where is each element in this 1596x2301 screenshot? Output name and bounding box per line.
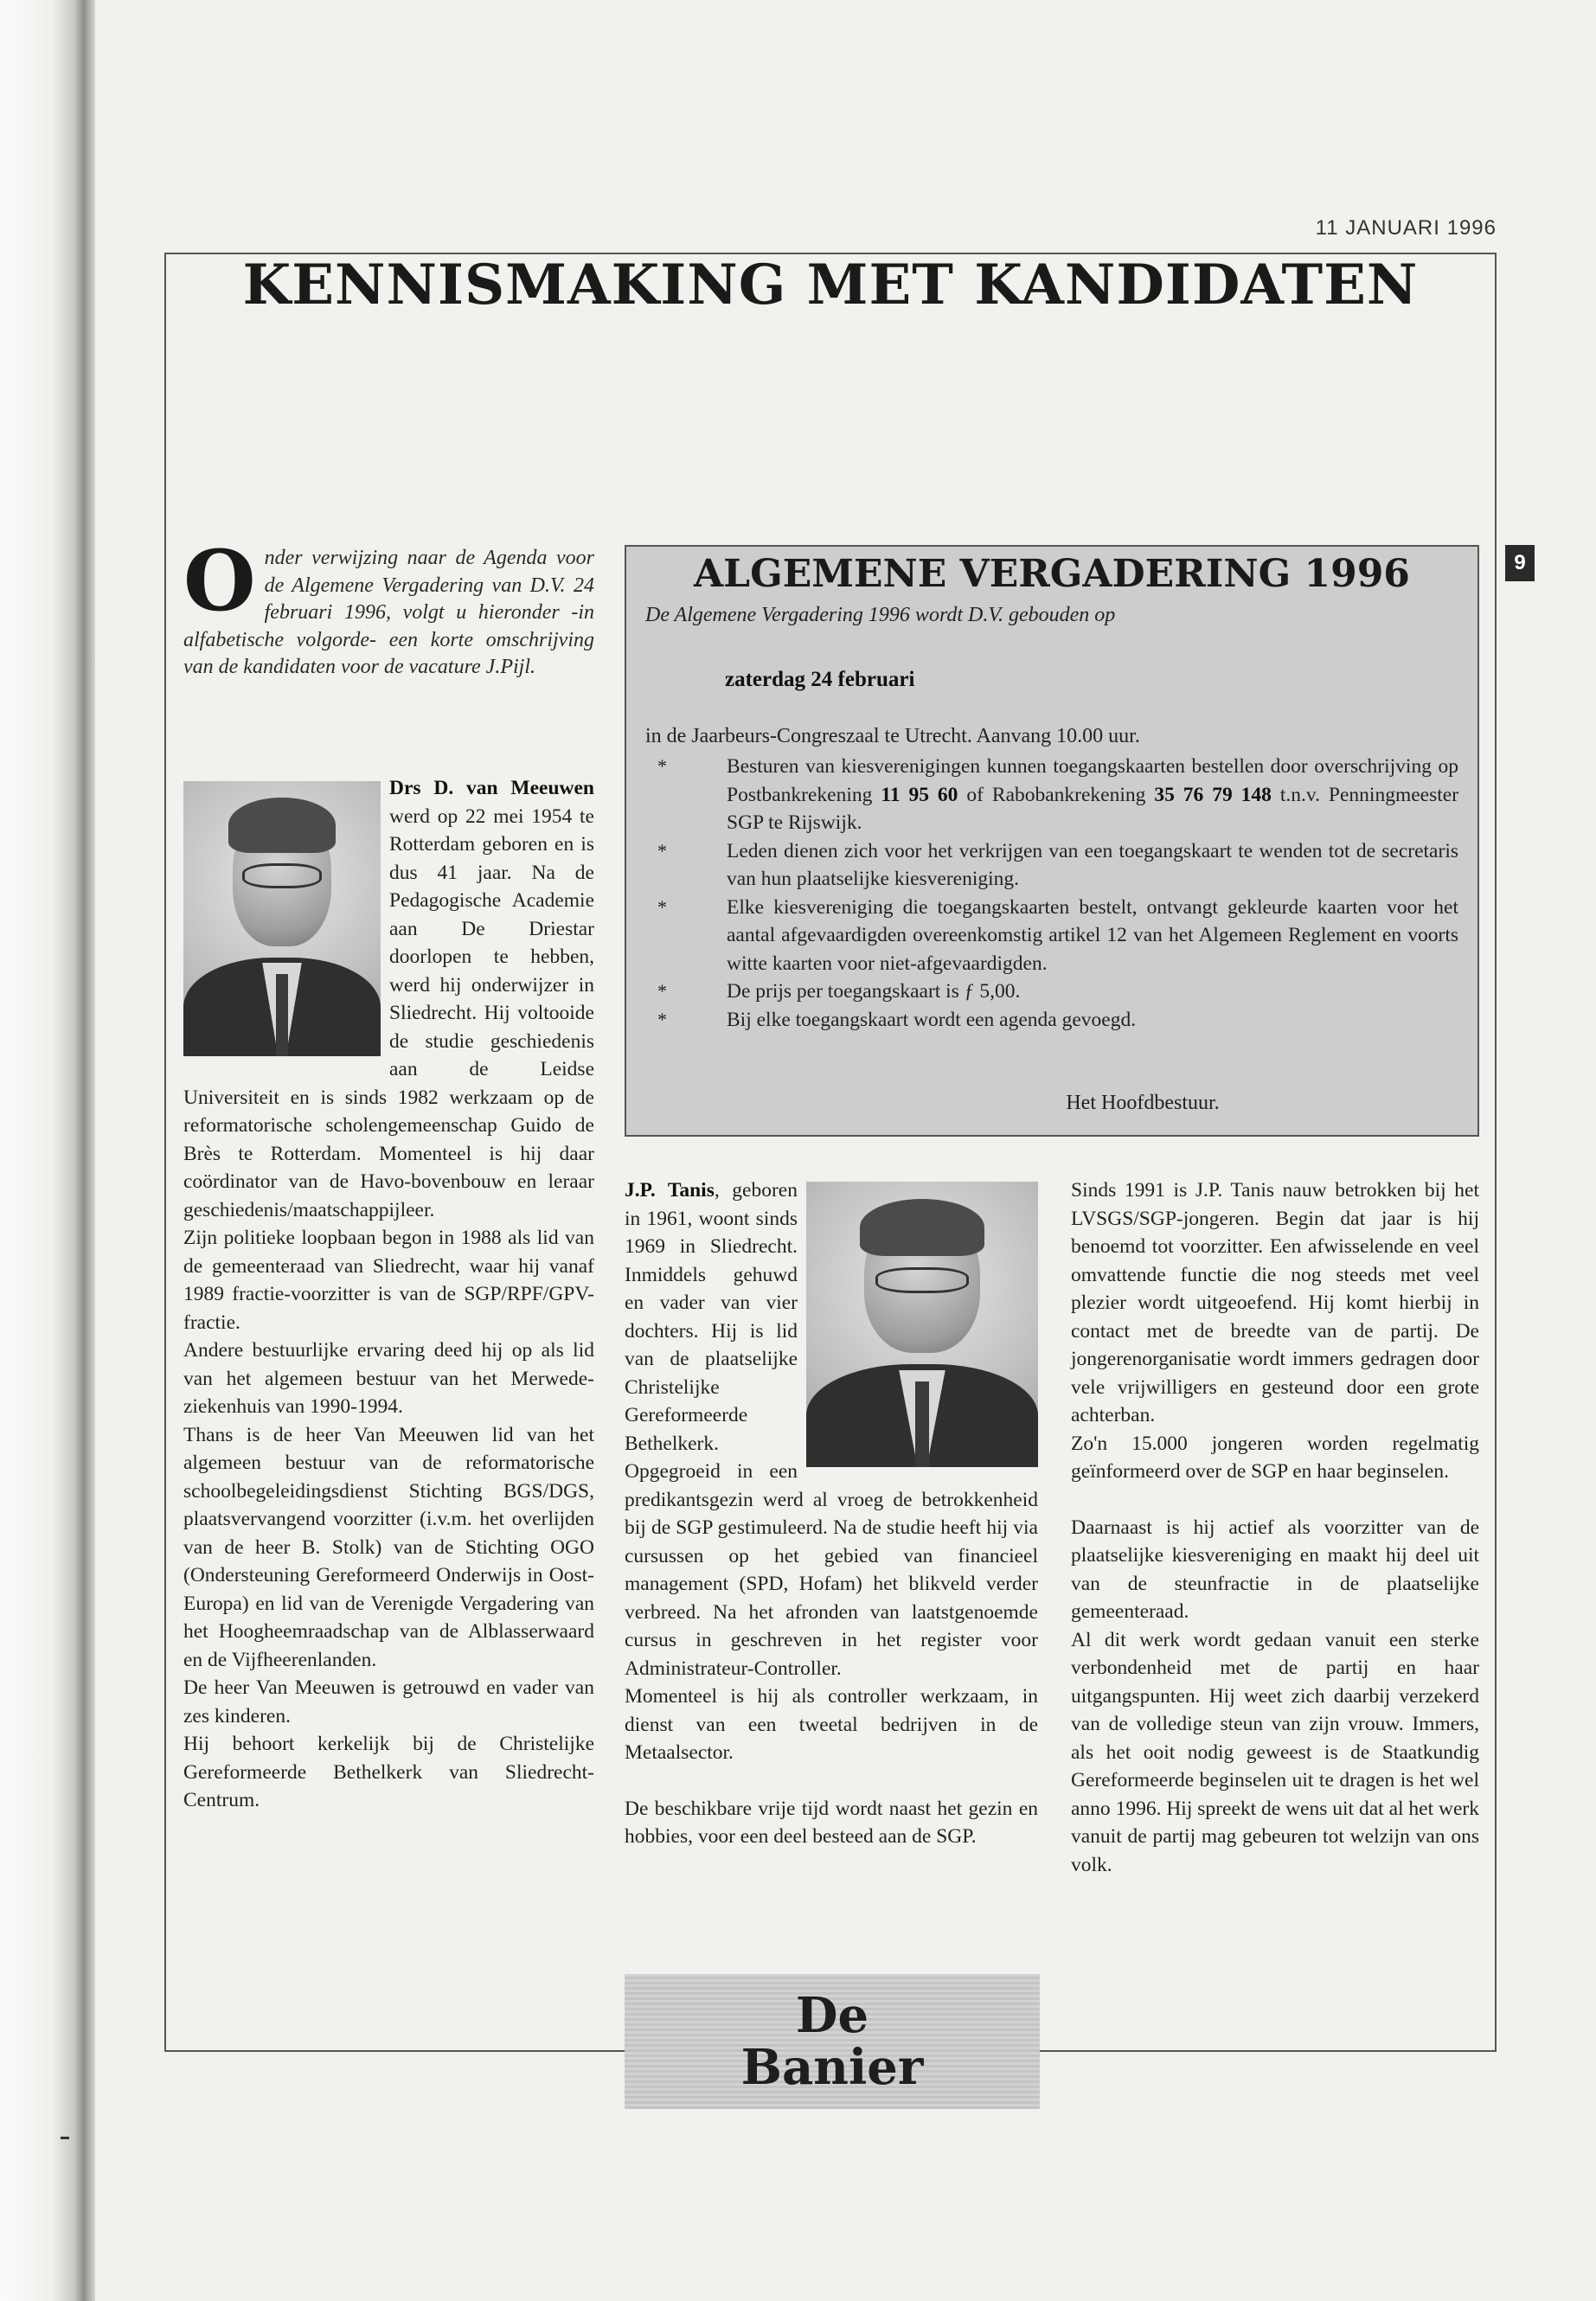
candidate-1-photo [183, 781, 381, 1056]
candidate-2-photo [806, 1182, 1038, 1467]
candidate-2-youth-reach: Zo'n 15.000 jongeren worden regelmatig geïnformeerd over de SGP en haar beginselen. [1071, 1432, 1479, 1483]
logo-line-2: Banier [740, 2039, 924, 2096]
candidate-1-column [183, 774, 594, 1815]
meeting-location: in de Jaarbeurs-Congreszaal te Utrecht. Aanvang 10.00 uur. [645, 725, 1140, 747]
rabobank-account: 35 76 79 148 [1154, 783, 1272, 806]
page-title: KENNISMAKING MET KANDIDATEN [242, 253, 1419, 317]
meeting-item: * De prijs per toegangskaart is ƒ 5,00. [645, 977, 1458, 1006]
candidate-1-experience: Andere bestuurlijke ervaring deed hij op als lid van het algemeen bestuur van het Merwede-ziekenhuis van 1990-1994. [183, 1339, 594, 1418]
candidate-2-youth: Sinds 1991 is J.P. Tanis nauw betrokken bij het LVSGS/SGP-jongeren. Begin dat jaar is hij benoemd tot voorzitter. Een afwisselende en veel omvattende functie die nog steeds met veel plezier wordt uitgeoefend. Hij komt hierbij in contact met de breedte van de partij. De jongerenorganisatie wordt immers gedragen door vele vrijwilligers en gesteund door een grote achterban. [1071, 1179, 1479, 1426]
meeting-date: zaterdag 24 februari [725, 668, 915, 691]
meeting-signature: Het Hoofdbestuur. [1066, 1092, 1220, 1114]
bullet-star: * [657, 980, 667, 1002]
logo-line-1: De [795, 1987, 869, 2044]
candidate-2-local: Daarnaast is hij actief als voorzitter van de plaatselijke kiesvereniging en maakt hij deel uit van de steunfractie in de plaatselijke gemeenteraad. [1071, 1516, 1479, 1623]
bullet-star: * [657, 1008, 667, 1030]
candidate-2-bio: , geboren in 1961, woont sinds 1969 in Sliedrecht. Inmiddels gehuwd en vader van vier dochters. Hij is lid van de plaatselijke Christelijke Gereformeerde Bethelkerk. Opgegroeid in een predikantsgezin werd al vroeg de betrokkenheid bij de SGP gestimuleerd. Na de studie heeft hij via cursussen op het gebied van financieel management (SPD, Hofam) het blikveld verder verbreed. Na het afronden van laatstgenoemde cursus in geschreven in het register voor Administrateur-Controller. [625, 1179, 1038, 1680]
meeting-title: ALGEMENE VERGADERING 1996 [694, 552, 1410, 596]
bullet-star: * [657, 839, 667, 862]
candidate-1-bio: werd op 22 mei 1954 te Rotterdam geboren en is dus 41 jaar. Na de Pedagogische Academie aan De Driestar doorlopen te hebben, werd hij onderwijzer in Sliedrecht. Hij voltooide de studie geschiedenis aan de Leidse Universiteit en is sinds 1982 werkzaam op de reformatorische scholengemeenschap Guido de Brès te Rotterdam. Momenteel is hij daar coördinator van de Havo-bovenbouw en leraar geschiedenis/maatschappijleer. [183, 804, 594, 1221]
meeting-list [645, 753, 1458, 1034]
candidate-2-commitment: Al dit werk wordt gedaan vanuit een sterke verbondenheid met de partij en haar uitgangspunten. Hij weet zich daarbij verzekerd van de volledige steun van zijn vrouw. Immers, als het ooit nodig geweest is de Staatkundig Gereformeerde beginselen uit te dragen is het wel anno 1996. Hij spreekt de wens uit dat al het werk vanuit de partij mag gebeuren tot welzijn van ons volk. [1071, 1628, 1479, 1876]
candidate-2-name: J.P. Tanis [625, 1179, 715, 1202]
intro-paragraph [183, 532, 594, 682]
meeting-item: * Besturen van kiesverenigingen kunnen toegangskaarten bestellen door overschrijving op Postbankrekening 11 95 60 of Rabobankrekening 35 76 79 148 t.n.v. Penningmeester SGP te Rijswijk. [645, 753, 1458, 837]
book-spine [0, 0, 95, 2301]
candidate-2-column-continued [1071, 1176, 1479, 1879]
candidate-1-positions: Thans is de heer Van Meeuwen lid van het algemeen bestuur van de reformatorische schoolbegeleidingsdienst Stichting BGS/DGS, plaatsvervangend voorzitter (i.v.m. het overlijden van de heer B. Stolk) van de Stichting OGO (Ondersteuning Gereformeerd Onderwijs in Oost-Europa) en lid van de Verenigde Vergadering van het Hoogheemraadschap van de Alblasserwaard en de Vijfheerenlanden. [183, 1423, 594, 1671]
meeting-item: * Leden dienen zich voor het verkrijgen van een toegangskaart te wenden tot de secretaris van hun plaatselijke kiesvereniging. [645, 837, 1458, 894]
candidate-1-family: De heer Van Meeuwen is getrouwd en vader van zes kinderen. [183, 1676, 594, 1727]
de-banier-logo [625, 1974, 1040, 2109]
candidate-1-politics: Zijn politieke loopbaan begon in 1988 als lid van de gemeenteraad van Sliedrecht, waar hij vanaf 1989 fractie-voorzitter is van de SGP/RPF/GPV-fractie. [183, 1227, 594, 1334]
edge-mark [61, 2137, 69, 2139]
candidate-2-freetime: De beschikbare vrije tijd wordt naast het gezin en hobbies, voor een deel besteed aan de SGP. [625, 1797, 1038, 1848]
meeting-subtitle: De Algemene Vergadering 1996 wordt D.V. gebouden op [645, 604, 1116, 626]
drop-cap: O [183, 532, 256, 630]
bullet-star: * [657, 755, 667, 777]
intro-text: nder verwijzing naar de Agenda voor de Algemene Vergadering van D.V. 24 februari 1996, volgt u hieronder -in alfabetische volgorde- een korte omschrijving van de kandidaten voor de vacature J.Pijl. [183, 547, 594, 678]
page-number-badge: 9 [1505, 545, 1535, 581]
postbank-account: 11 95 60 [881, 783, 958, 806]
meeting-announcement-box [625, 545, 1479, 1137]
meeting-item: * Elke kiesvereniging die toegangskaarten bestelt, ontvangt gekleurde kaarten voor het aantal afgevaardigden overeenkomstig artikel 12 van het Algemeen Reglement en voorts witte kaarten voor niet-afgevaardigden. [645, 894, 1458, 978]
candidate-1-church: Hij behoort kerkelijk bij de Christelijke Gereformeerde Bethelkerk van Sliedrecht-Centrum. [183, 1733, 594, 1811]
candidate-1-name: Drs D. van Meeuwen [389, 777, 594, 799]
candidate-2-work: Momenteel is hij als controller werkzaam, in dienst van een tweetal bedrijven in de Metaalsector. [625, 1685, 1038, 1764]
meeting-item: * Bij elke toegangskaart wordt een agenda gevoegd. [645, 1006, 1458, 1035]
issue-date: 11 JANUARI 1996 [1315, 216, 1497, 240]
candidate-2-column [625, 1176, 1038, 1851]
bullet-star: * [657, 895, 667, 918]
